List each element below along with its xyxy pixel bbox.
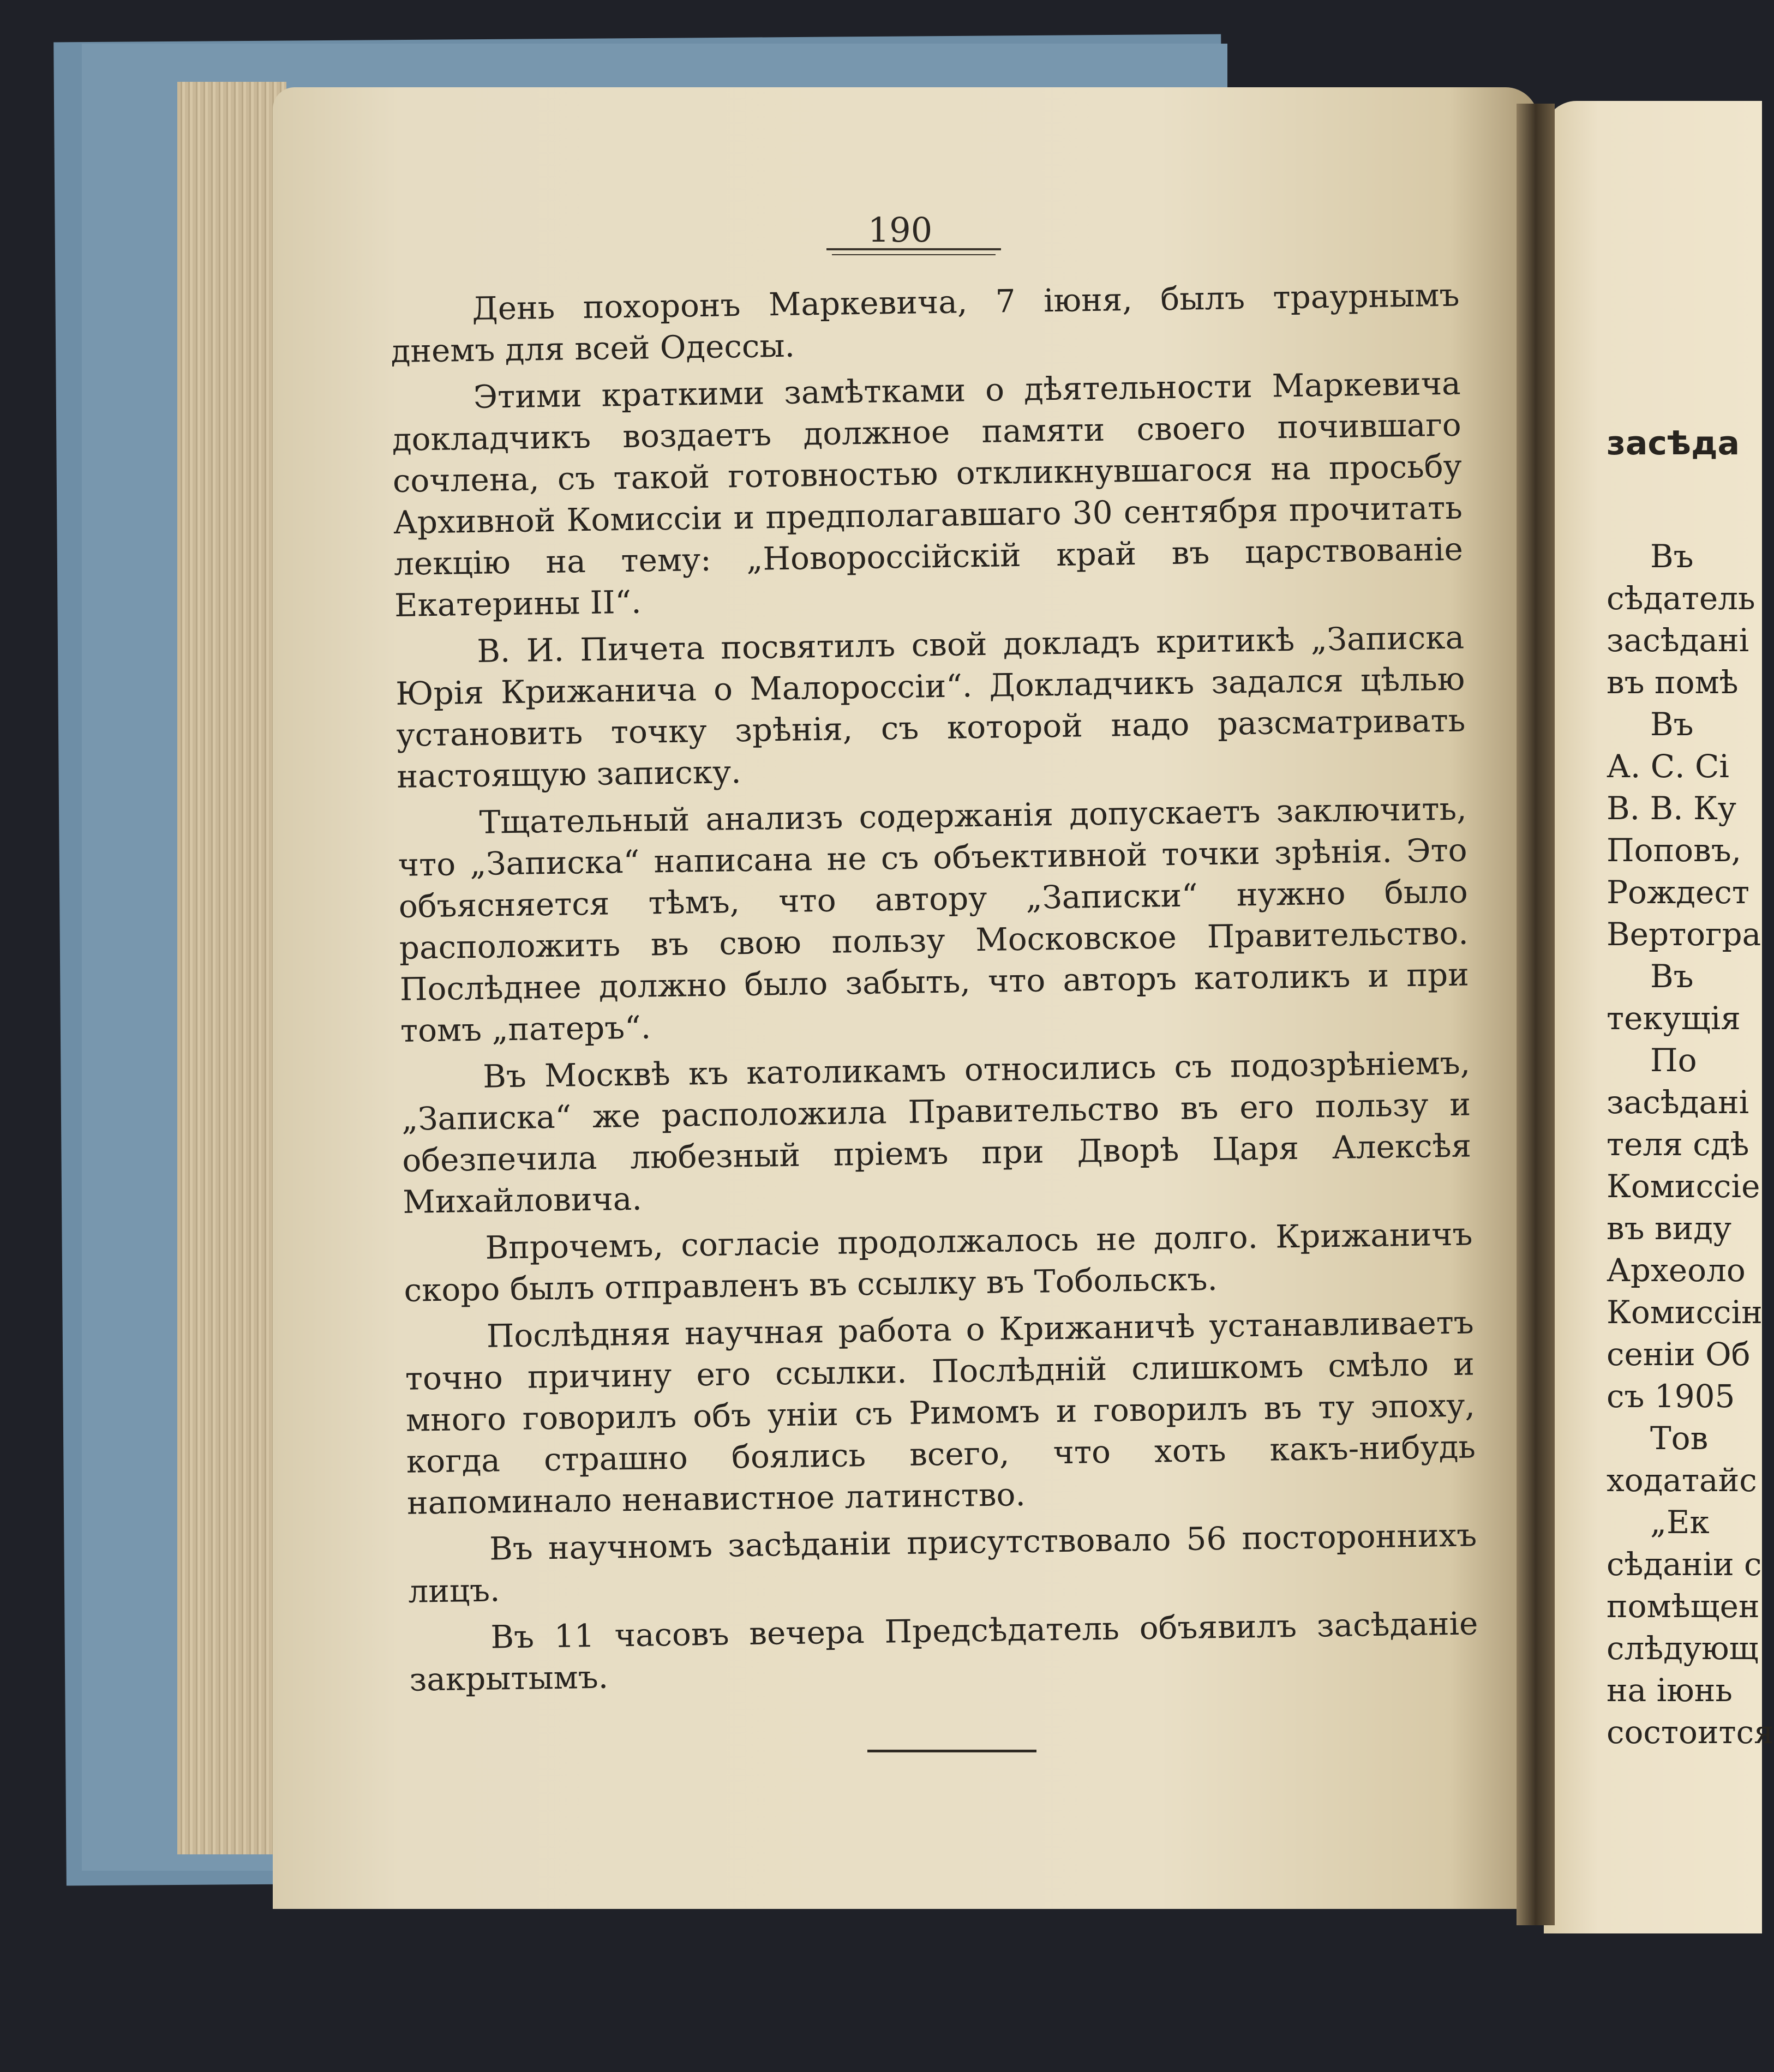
text-line: Вертогра [1607, 916, 1761, 953]
paragraph: Этими краткими замѣтками о дѣятельности Маркевича докладчикъ воздаетъ должное памяти своего почившаго сочлена, съ такой готовностью откликнувшагося на просьбу Архивной Комиссіи и предполагавшаго 30 сентября прочитать лекцію на тему: „Новороссійскій край въ царствованіе Екатерины II“. [392, 364, 1464, 624]
text-line: Тов [1650, 1420, 1709, 1457]
text-line: съ 1905 [1607, 1378, 1735, 1415]
text-line: Въ [1650, 538, 1694, 575]
text-line: Въ [1650, 958, 1694, 995]
right-page-text [1607, 275, 1774, 1753]
text-line: „Ек [1650, 1504, 1710, 1541]
header-rule [826, 248, 1001, 250]
text-line: засѣдані [1607, 1084, 1749, 1121]
text-line: Комиссіе [1607, 1168, 1760, 1205]
text-line: Въ [1650, 706, 1694, 743]
page-edges [177, 82, 286, 1854]
text-line: Археоло [1607, 1252, 1746, 1289]
text-line: состоится [1607, 1714, 1774, 1751]
text-line: текущія [1607, 1000, 1741, 1037]
book-gutter [1517, 104, 1555, 1925]
paragraph: Послѣдняя научная работа о Крижаничѣ устанавливаетъ точно причину его ссылки. Послѣдній слишкомъ смѣло и много говорилъ объ уніи съ Римомъ и говорилъ въ ту эпоху, когда страшно боялись всего, что хоть какъ-нибудь напоминало ненавистное латинство. [405, 1304, 1476, 1522]
text-line: засѣдані [1607, 622, 1749, 659]
page-number: 190 [867, 210, 933, 250]
closing-rule [867, 1750, 1036, 1752]
text-line: помѣщен [1607, 1588, 1760, 1625]
text-line: Комиссін [1607, 1294, 1763, 1331]
text-line: В. В. Ку [1607, 790, 1737, 827]
header-rule-thin [832, 254, 996, 255]
text-line: А. С. Сі [1607, 748, 1729, 785]
paragraph: Въ 11 часовъ вечера Предсѣдатель объявилъ засѣданіе закрытымъ. [409, 1605, 1478, 1698]
paragraph: В. И. Пичета посвятилъ свой докладъ критикѣ „Записка Юрія Крижанича о Малороссіи“. Докладчикъ задался цѣлью установить точку зрѣнія, съ которой надо разсматривать настоящую записку. [395, 618, 1466, 795]
text-line: теля сдѣ [1607, 1126, 1749, 1163]
scan-background [0, 2051, 1757, 2072]
section-heading: засѣда [1607, 424, 1740, 463]
text-line: слѣдующ [1607, 1630, 1759, 1667]
text-line: Рождест [1607, 874, 1749, 911]
text-line: въ виду [1607, 1210, 1732, 1247]
paragraph: Впрочемъ, согласіе продолжалось не долго. Крижаничъ скоро былъ отправленъ въ ссылку въ Тобольскъ. [404, 1215, 1473, 1309]
paragraph: Въ Москвѣ къ католикамъ относились съ подозрѣніемъ, „Записка“ же расположила Правительство въ его пользу и обезпечила любезный пріемъ при Дворѣ Царя Алексѣя Михайловича. [401, 1044, 1472, 1221]
text-line: Поповъ, [1607, 832, 1742, 869]
text-line: сѣдатель [1607, 580, 1755, 617]
paragraph: Въ научномъ засѣданіи присутствовало 56 постороннихъ лицъ. [407, 1516, 1477, 1610]
text-line: въ помѣ [1607, 664, 1739, 701]
paragraph: Тщательный анализъ содержанія допускаетъ заключить, что „Записка“ написана не съ объективной точки зрѣнія. Это объясняется тѣмъ, что автору „Записки“ нужно было расположить въ свою пользу Московское Правительство. Послѣднее должно было забыть, что авторъ католикъ и при томъ „патеръ“. [398, 790, 1470, 1049]
text-line: сѣданіи с [1607, 1546, 1762, 1583]
text-line: сеніи Об [1607, 1336, 1751, 1373]
paragraph: День похоронъ Маркевича, 7 іюня, былъ траурнымъ днемъ для всей Одессы. [391, 276, 1460, 370]
text-line: на іюнь [1607, 1672, 1733, 1709]
text-line: ходатайс [1607, 1462, 1757, 1499]
left-page-body [390, 274, 1479, 1706]
text-line: По [1650, 1042, 1697, 1079]
